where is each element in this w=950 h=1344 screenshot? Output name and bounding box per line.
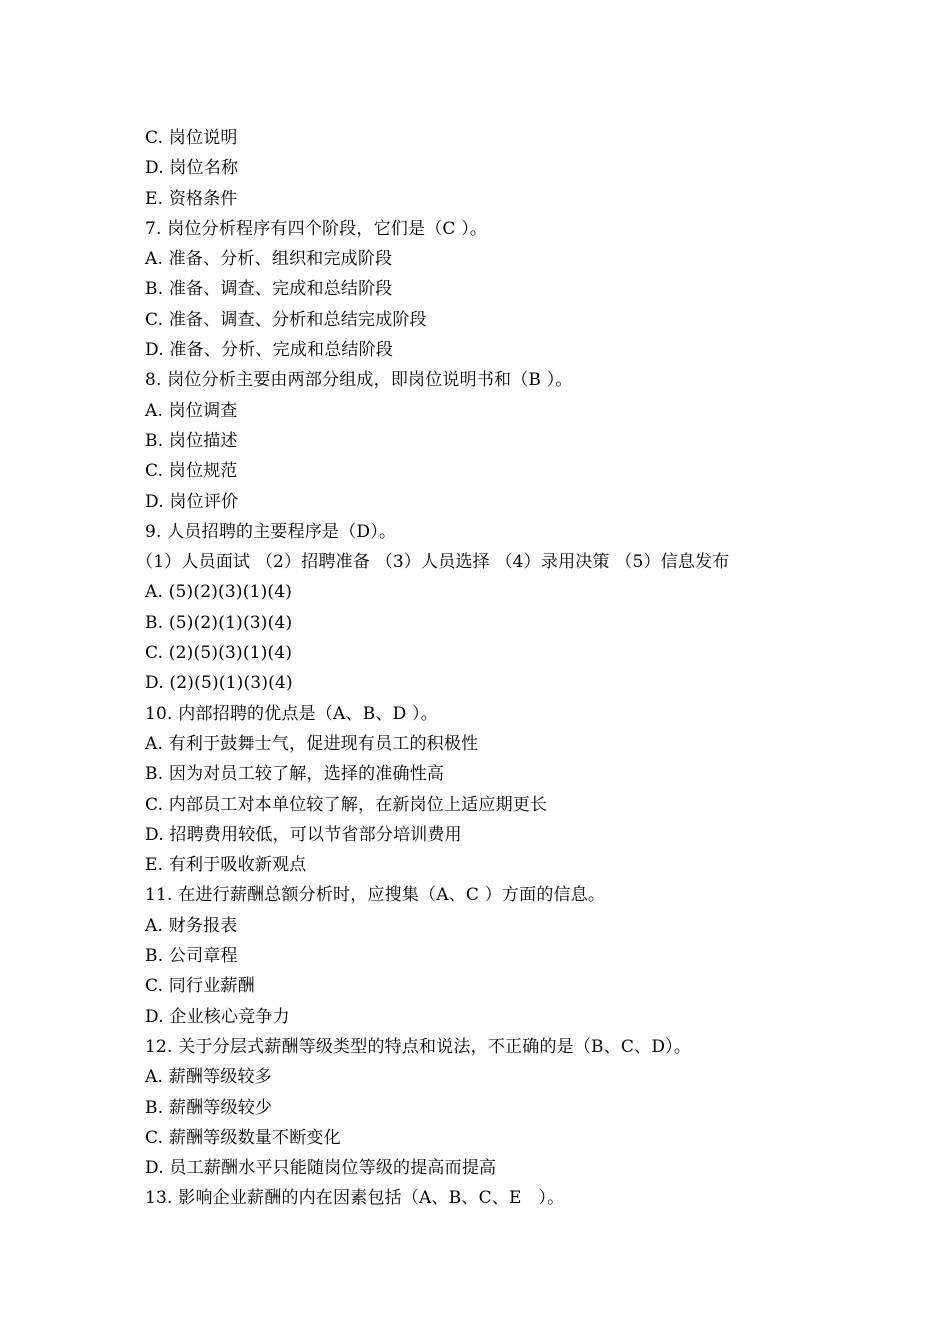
option-line: A. 岗位调查	[145, 400, 238, 421]
option-line: A. (5)(2)(3)(1)(4)	[145, 582, 293, 603]
option-line: A. 准备、分析、组织和完成阶段	[145, 249, 393, 270]
option-line: D. (2)(5)(1)(3)(4)	[145, 673, 293, 694]
option-line: C. 内部员工对本单位较了解，在新岗位上适应期更长	[145, 794, 548, 815]
question-line: 9. 人员招聘的主要程序是（D）。	[145, 521, 397, 542]
question-line: 7. 岗位分析程序有四个阶段，它们是（C ）。	[145, 218, 488, 239]
option-line: A. 有利于鼓舞士气，促进现有员工的积极性	[145, 733, 479, 754]
option-line: B. 薪酬等级较少	[145, 1097, 273, 1118]
option-line: C. 准备、调查、分析和总结完成阶段	[145, 309, 427, 330]
option-line: B. 岗位描述	[145, 430, 238, 451]
option-line: E. 资格条件	[145, 188, 238, 209]
option-line: C. 同行业薪酬	[145, 976, 255, 997]
question-line: 10. 内部招聘的优点是（A、B、D ）。	[145, 703, 438, 724]
option-line: B. (5)(2)(1)(3)(4)	[145, 612, 293, 633]
option-line: A. 财务报表	[145, 915, 238, 936]
option-line: B. 公司章程	[145, 946, 238, 967]
option-line: D. 员工薪酬水平只能随岗位等级的提高而提高	[145, 1158, 497, 1179]
option-line: B. 准备、调查、完成和总结阶段	[145, 279, 393, 300]
question-line: 11. 在进行薪酬总额分析时，应搜集（A、C ）方面的信息。	[145, 885, 606, 906]
option-line: E. 有利于吸收新观点	[145, 855, 307, 876]
document-content	[136, 123, 845, 1214]
option-line: D. 岗位名称	[145, 158, 239, 179]
question-line: 12. 关于分层式薪酬等级类型的特点和说法，不正确的是（B、C、D）。	[145, 1036, 692, 1057]
option-line: A. 薪酬等级较多	[145, 1067, 272, 1088]
option-line: D. 岗位评价	[145, 491, 239, 512]
option-line: B. 因为对员工较了解，选择的准确性高	[145, 764, 445, 785]
option-line: D. 企业核心竞争力	[145, 1006, 290, 1027]
option-line: D. 招聘费用较低，可以节省部分培训费用	[145, 824, 462, 845]
question-line: 13. 影响企业薪酬的内在因素包括（A、B、C、E ）。	[145, 1188, 565, 1209]
question-line: 8. 岗位分析主要由两部分组成，即岗位说明书和（B ）。	[145, 370, 573, 391]
option-line: C. 岗位说明	[145, 128, 238, 148]
option-line: C. (2)(5)(3)(1)(4)	[145, 643, 293, 664]
option-line: C. 薪酬等级数量不断变化	[145, 1127, 341, 1148]
option-line: D. 准备、分析、完成和总结阶段	[145, 340, 394, 361]
steps-line: （1）人员面试 （2）招聘准备 （3）人员选择 （4）录用决策 （5）信息发布	[136, 552, 730, 573]
option-line: C. 岗位规范	[145, 461, 238, 482]
